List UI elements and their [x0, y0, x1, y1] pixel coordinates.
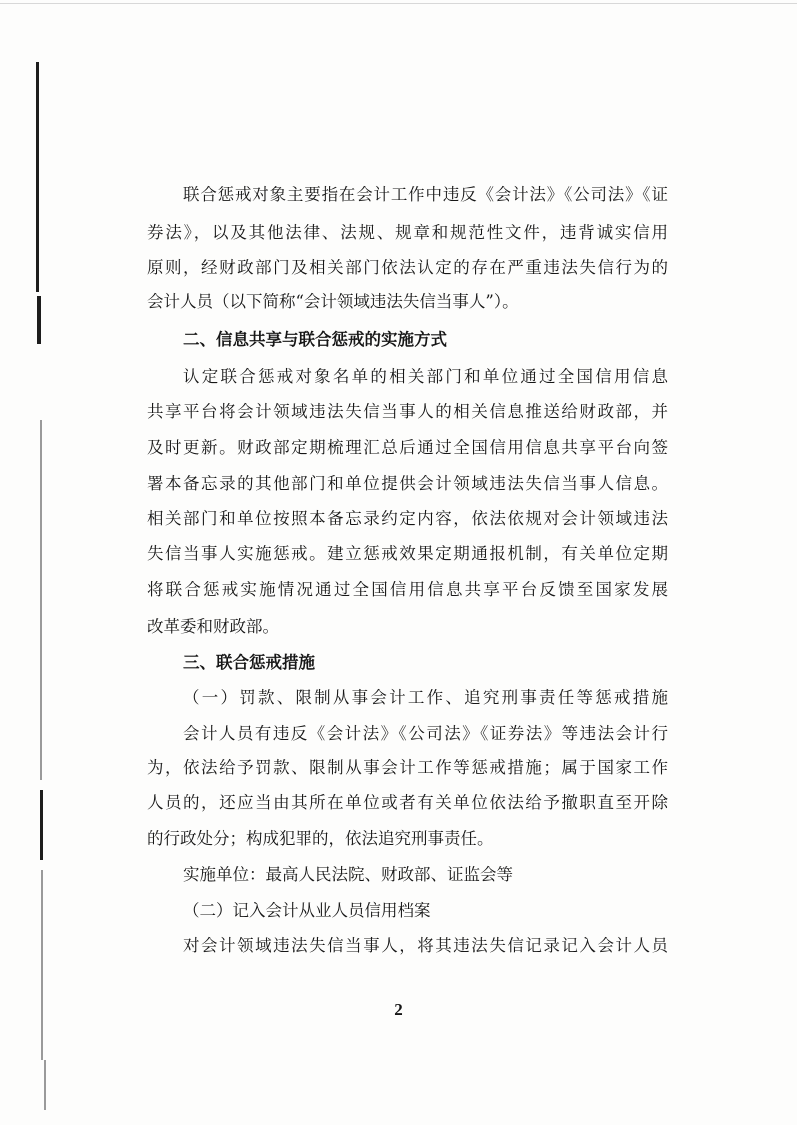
subsection-one-line: 人员的，还应当由其所在单位或者有关单位依法给予撤职直至开除: [147, 793, 668, 812]
intro-line: 券法》，以及其他法律、法规、规章和规范性文件，违背诚实信用: [147, 223, 668, 242]
section-two-line: 及时更新。财政部定期梳理汇总后通过全国信用信息共享平台向签: [147, 438, 668, 457]
scan-top-edge: [0, 3, 797, 4]
section-two-line: 相关部门和单位按照本备忘录约定内容，依法依规对会计领域违法: [147, 509, 668, 528]
scan-margin-mark: [41, 870, 43, 1060]
scan-margin-mark: [36, 62, 39, 292]
subsection-two-line: 对会计领域违法失信当事人，将其违法失信记录记入会计人员: [183, 936, 668, 955]
page-number: 2: [394, 1000, 403, 1019]
section-two-line: 署本备忘录的其他部门和单位提供会计领域违法失信当事人信息。: [147, 474, 668, 493]
section-heading-three: 三、联合惩戒措施: [183, 653, 315, 672]
subsection-two-title: （二）记入会计从业人员信用档案: [183, 901, 431, 920]
section-two-line: 共享平台将会计领域违法失信当事人的相关信息推送给财政部，并: [147, 402, 668, 421]
scan-margin-mark: [40, 790, 43, 860]
implementing-agencies: 实施单位：最高人民法院、财政部、证监会等: [183, 865, 513, 884]
section-two-line: 改革委和财政部。: [147, 617, 279, 636]
scan-margin-mark: [40, 420, 42, 780]
scan-margin-mark: [44, 1060, 46, 1110]
intro-line: 原则，经财政部门及相关部门依法认定的存在严重违法失信行为的: [147, 258, 668, 277]
section-two-line: 将联合惩戒实施情况通过全国信用信息共享平台反馈至国家发展: [147, 580, 668, 599]
intro-line: 联合惩戒对象主要指在会计工作中违反《会计法》《公司法》《证: [183, 185, 668, 204]
intro-line: 会计人员（以下简称“会计领域违法失信当事人”）。: [147, 292, 519, 311]
subsection-one-line: 会计人员有违反《会计法》《公司法》《证券法》等违法会计行: [183, 724, 668, 743]
section-two-line: 认定联合惩戒对象名单的相关部门和单位通过全国信用信息: [183, 367, 668, 386]
subsection-one-title: （一）罚款、限制从事会计工作、追究刑事责任等惩戒措施: [183, 688, 668, 707]
subsection-one-line: 为，依法给予罚款、限制从事会计工作等惩戒措施；属于国家工作: [147, 758, 668, 777]
subsection-one-line: 的行政处分；构成犯罪的，依法追究刑事责任。: [147, 829, 494, 848]
section-heading-two: 二、信息共享与联合惩戒的实施方式: [183, 330, 447, 349]
scan-margin-mark: [37, 296, 41, 344]
section-two-line: 失信当事人实施惩戒。建立惩戒效果定期通报机制，有关单位定期: [147, 544, 668, 563]
